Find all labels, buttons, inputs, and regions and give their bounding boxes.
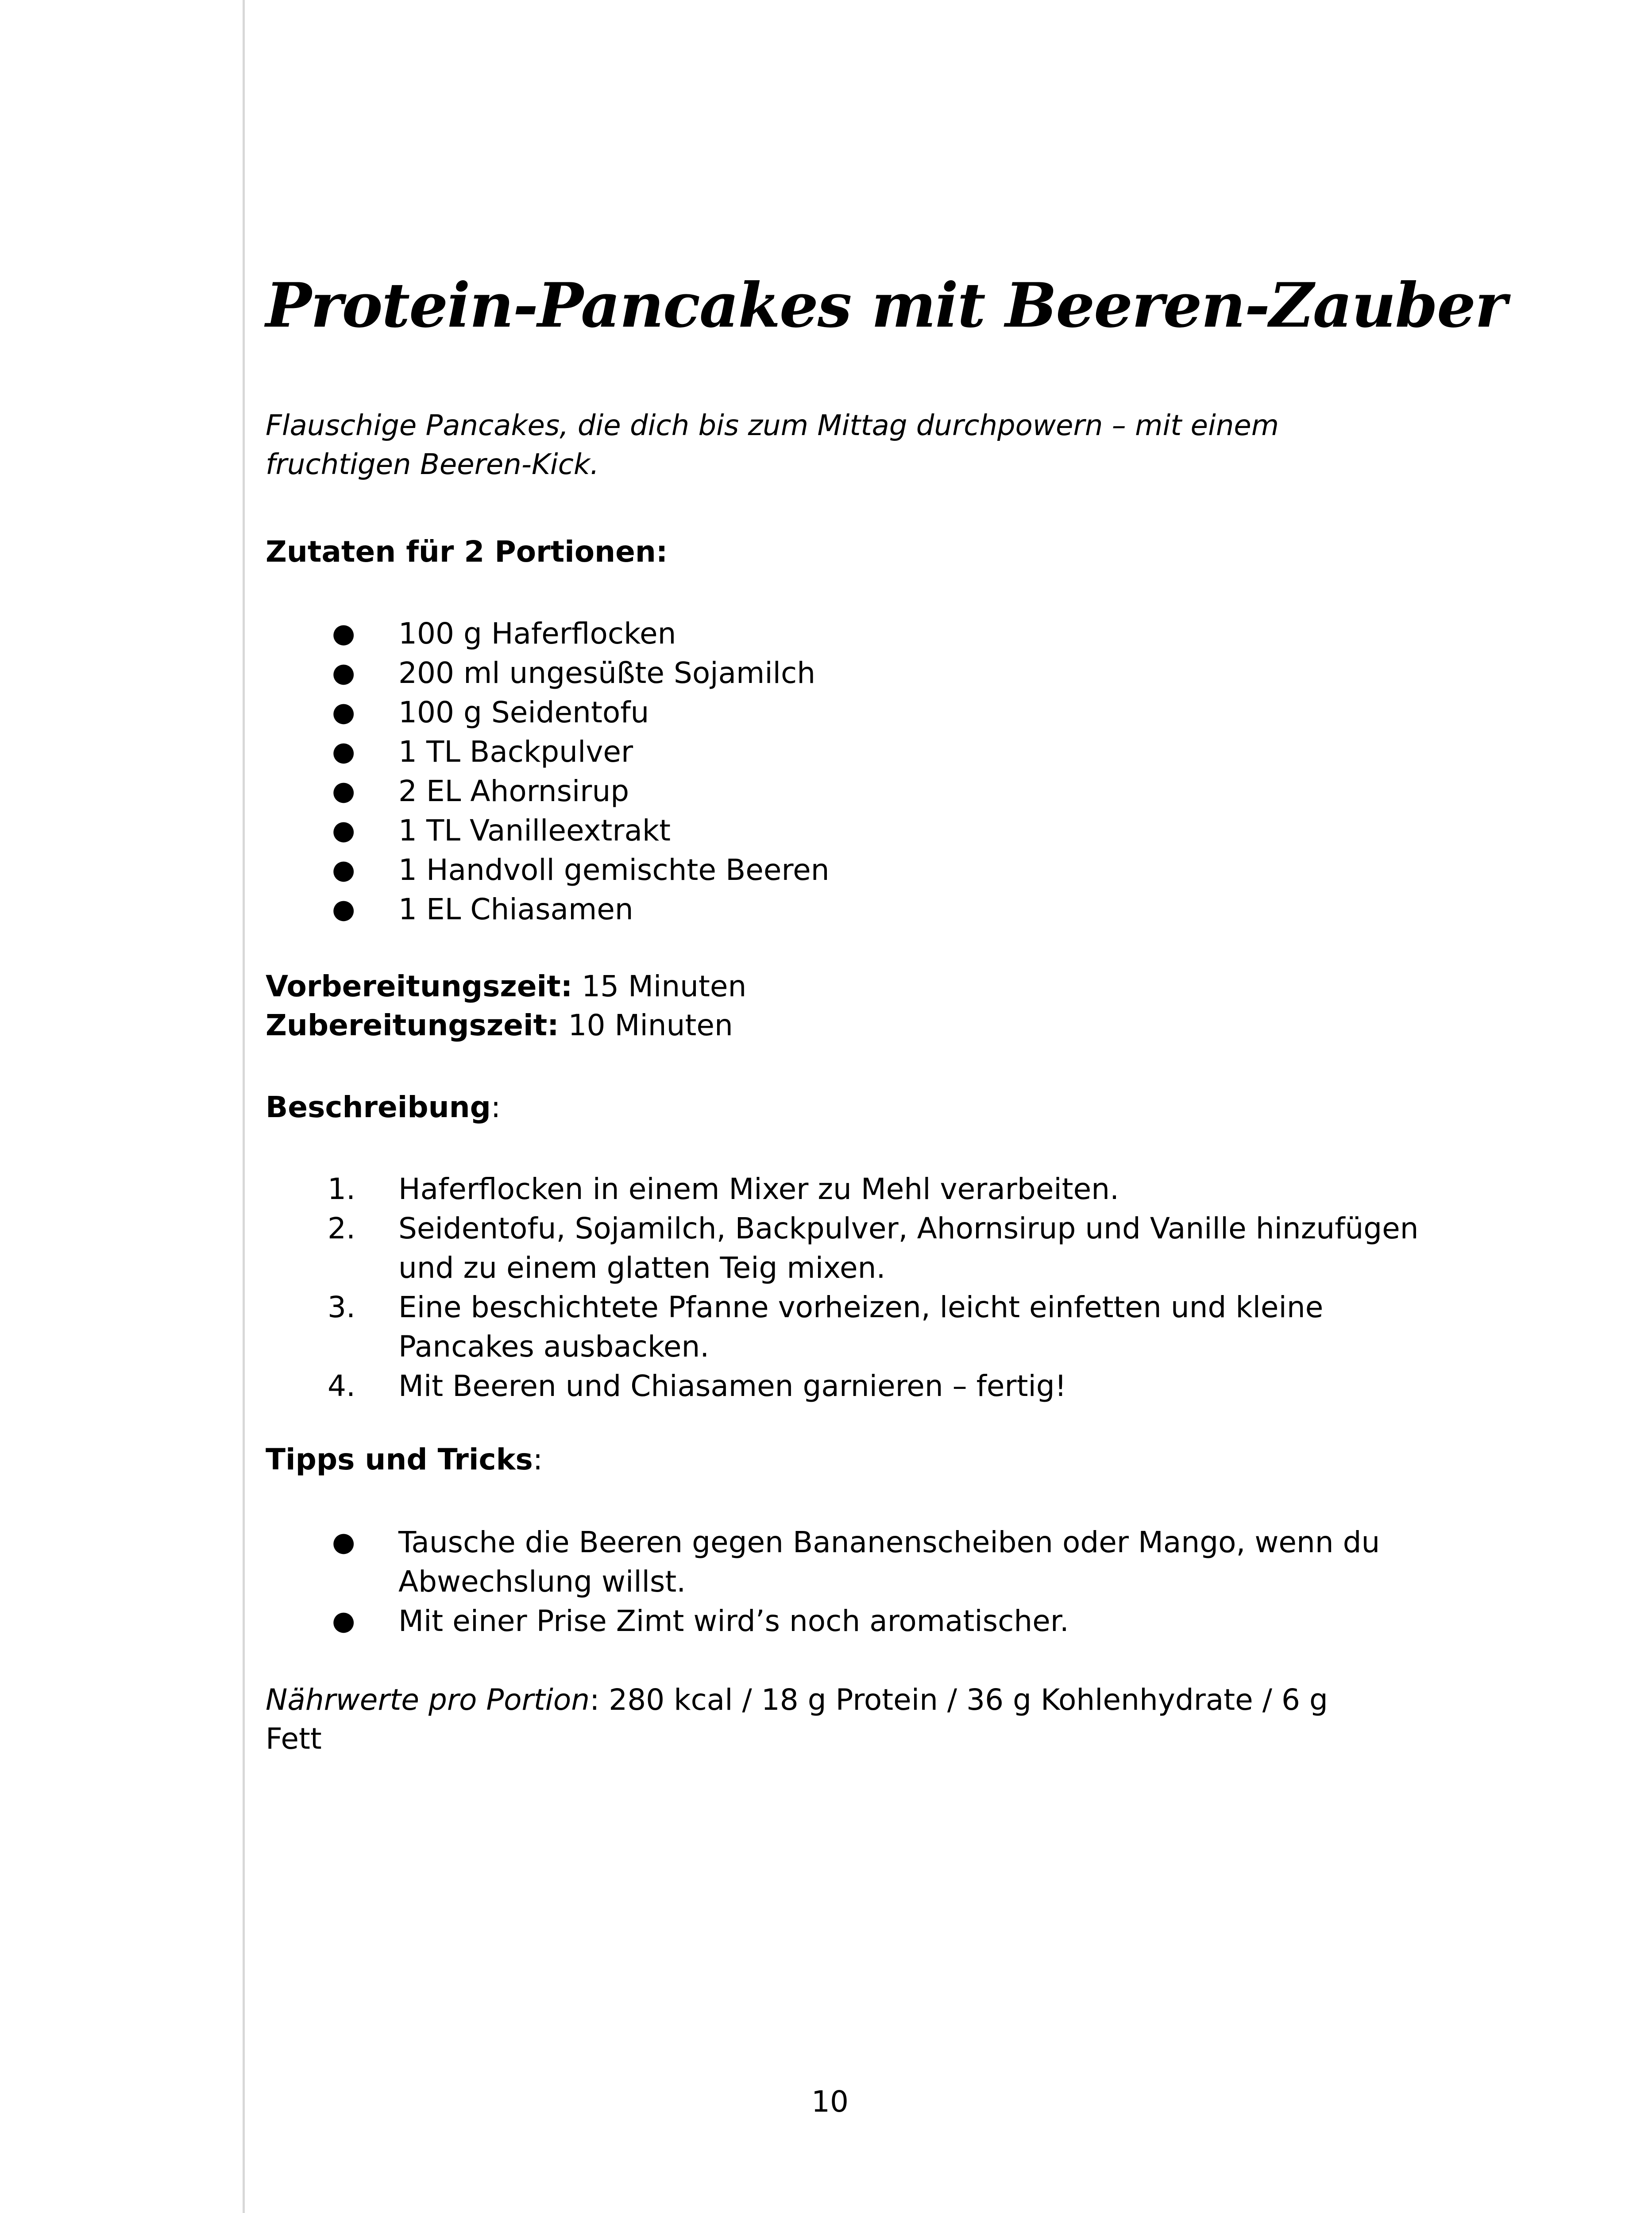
bullet-icon: ● xyxy=(332,1605,355,1636)
ingredient-item xyxy=(266,890,1434,929)
cook-time xyxy=(266,1006,746,1045)
recipe-subtitle: Flauschige Pancakes, die dich bis zum Mittag durchpowern – mit einem fruchtigen Beeren-Kick. xyxy=(266,409,1279,481)
step-text: Haferflocken in einem Mixer zu Mehl verarbeiten. xyxy=(398,1172,1119,1206)
step-number: 1. xyxy=(328,1172,355,1206)
ingredients-heading-text: Zutaten für 2 Portionen: xyxy=(266,535,668,569)
prep-time-label: Vorbereitungszeit: xyxy=(266,969,573,1003)
step-item xyxy=(266,1209,1434,1288)
nutrition-label: Nährwerte pro Portion xyxy=(266,1683,590,1717)
step-item xyxy=(266,1288,1434,1366)
bullet-icon: ● xyxy=(332,657,355,688)
tips-heading-colon: : xyxy=(533,1442,543,1477)
page-margin-rule xyxy=(243,0,245,2213)
bullet-icon: ● xyxy=(332,894,355,925)
ingredient-text: 100 g Seidentofu xyxy=(398,695,649,729)
ingredient-text: 1 EL Chiasamen xyxy=(398,892,633,926)
step-number: 3. xyxy=(328,1290,355,1324)
ingredient-item xyxy=(266,732,1434,771)
description-heading-colon: : xyxy=(490,1090,501,1124)
cook-time-value: 10 Minuten xyxy=(559,1008,733,1042)
recipe-title: Protein-Pancakes mit Beeren-Zauber xyxy=(266,269,1506,341)
recipe-page xyxy=(266,0,1506,2213)
ingredient-text: 200 ml ungesüßte Sojamilch xyxy=(398,656,816,690)
ingredient-item xyxy=(266,614,1434,653)
tips-list xyxy=(266,1523,1434,1641)
tip-text: Tausche die Beeren gegen Bananenscheiben oder Mango, wenn du Abwechslung willst. xyxy=(398,1525,1380,1599)
step-text: Eine beschichtete Pfanne vorheizen, leicht einfetten und kleine Pancakes ausbacken. xyxy=(398,1290,1324,1364)
prep-time xyxy=(266,967,746,1006)
ingredient-text: 2 EL Ahornsirup xyxy=(398,774,629,808)
ingredient-item xyxy=(266,850,1434,890)
step-text: Mit Beeren und Chiasamen garnieren – fertig! xyxy=(398,1369,1067,1403)
tips-heading-text: Tipps und Tricks xyxy=(266,1442,533,1477)
ingredient-text: 1 TL Vanilleextrakt xyxy=(398,813,671,848)
nutrition-info xyxy=(266,1681,1372,1758)
ingredient-item xyxy=(266,811,1434,850)
tip-item xyxy=(266,1523,1434,1601)
ingredient-text: 100 g Haferflocken xyxy=(398,617,676,651)
step-item xyxy=(266,1366,1434,1406)
tip-text: Mit einer Prise Zimt wird’s noch aromatischer. xyxy=(398,1604,1069,1638)
ingredient-item xyxy=(266,653,1434,693)
step-text: Seidentofu, Sojamilch, Backpulver, Ahornsirup und Vanille hinzufügen und zu einem glatten Teig mixen. xyxy=(398,1211,1419,1285)
ingredient-item xyxy=(266,693,1434,732)
tips-heading xyxy=(266,1440,543,1480)
tip-item xyxy=(266,1601,1434,1641)
ingredients-list xyxy=(266,614,1434,929)
bullet-icon: ● xyxy=(332,775,355,806)
ingredient-item xyxy=(266,771,1434,811)
nutrition-value: : 280 kcal / 18 g Protein / 36 g Kohlenhydrate / 6 g Fett xyxy=(266,1683,1328,1756)
ingredient-text: 1 TL Backpulver xyxy=(398,735,633,769)
description-heading xyxy=(266,1087,501,1127)
steps-list xyxy=(266,1169,1434,1406)
step-number: 2. xyxy=(328,1211,355,1245)
bullet-icon: ● xyxy=(332,697,355,728)
bullet-icon: ● xyxy=(332,736,355,767)
bullet-icon: ● xyxy=(332,854,355,885)
bullet-icon: ● xyxy=(332,815,355,846)
step-number: 4. xyxy=(328,1369,355,1403)
bullet-icon: ● xyxy=(332,1527,355,1558)
time-info xyxy=(266,967,746,1045)
ingredients-heading xyxy=(266,532,668,572)
bullet-icon: ● xyxy=(332,618,355,649)
prep-time-value: 15 Minuten xyxy=(572,969,747,1003)
ingredient-text: 1 Handvoll gemischte Beeren xyxy=(398,853,830,887)
step-item xyxy=(266,1169,1434,1209)
cook-time-label: Zubereitungszeit: xyxy=(266,1008,559,1042)
description-heading-text: Beschreibung xyxy=(266,1090,491,1124)
page-number: 10 xyxy=(811,2085,849,2119)
